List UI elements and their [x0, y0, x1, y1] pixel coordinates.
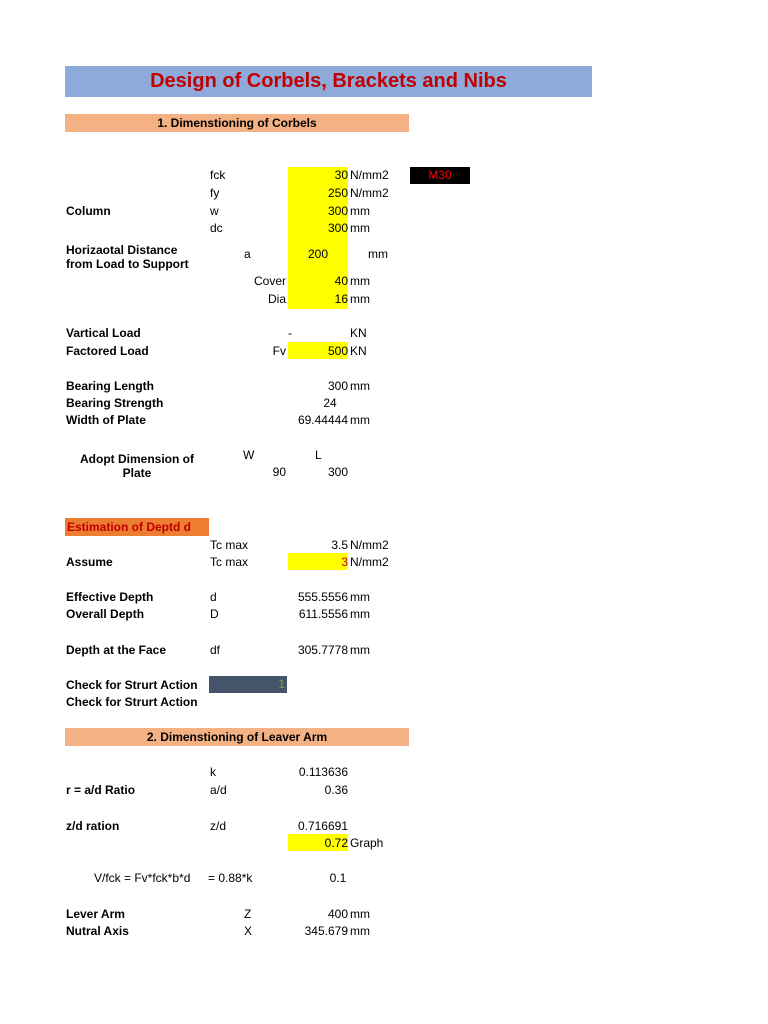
dia-value: 16 — [334, 292, 348, 306]
ratio-value: 0.36 — [324, 783, 348, 797]
plate-width-value: 69.44444 — [297, 413, 348, 427]
depth-face-label: Depth at the Face — [66, 643, 167, 657]
dc-unit: mm — [350, 221, 370, 235]
bearing-length-value: 300 — [327, 379, 348, 393]
adopt-w-value: 90 — [272, 465, 286, 479]
fck-unit: N/mm2 — [350, 168, 389, 182]
vload-value: - — [288, 326, 292, 340]
fv-unit: KN — [350, 344, 367, 358]
vfck-symbol: = 0.88*k — [208, 871, 253, 885]
ratio-symbol: a/d — [210, 783, 227, 797]
a-value: 200 — [307, 247, 329, 261]
eff-depth-symbol: d — [210, 590, 217, 604]
w-symbol: w — [210, 204, 219, 218]
vfck-value: 0.1 — [329, 871, 347, 885]
eff-depth-value: 555.5556 — [297, 590, 348, 604]
horiz-label-1: Horizaotal Distance — [66, 243, 178, 257]
column-label: Column — [66, 204, 111, 218]
vload-label: Vartical Load — [66, 326, 141, 340]
assume-label: Assume — [66, 555, 113, 569]
zd-symbol: z/d — [210, 819, 227, 833]
page-title: Design of Corbels, Brackets and Nibs — [150, 70, 507, 92]
bearing-length-label: Bearing Length — [66, 379, 155, 393]
neutral-symbol: X — [244, 924, 253, 938]
assume-symbol: Tc max — [210, 555, 249, 569]
cover-value: 40 — [334, 274, 348, 288]
estimation-header: Estimation of Deptd d — [65, 518, 209, 536]
adopt-label-2: Plate — [122, 466, 152, 480]
graph-unit: Graph — [350, 836, 384, 850]
cover-unit: mm — [350, 274, 370, 288]
plate-width-unit: mm — [350, 413, 370, 427]
plate-width-label: Width of Plate — [66, 413, 146, 427]
w-value: 300 — [327, 204, 348, 218]
bearing-strength-label: Bearing Strength — [66, 396, 164, 410]
assume-unit: N/mm2 — [350, 555, 389, 569]
fv-symbol: Fv — [272, 344, 286, 358]
grade-badge: M30 — [410, 167, 470, 184]
overall-depth-label: Overall Depth — [66, 607, 145, 621]
strut-label-2: Check for Strurt Action — [66, 695, 198, 709]
fload-label: Factored Load — [66, 344, 149, 358]
a-symbol: a — [244, 247, 251, 261]
lever-unit: mm — [350, 907, 370, 921]
depth-face-value: 305.7778 — [297, 643, 348, 657]
k-value: 0.113636 — [298, 765, 348, 779]
eff-depth-label: Effective Depth — [66, 590, 154, 604]
dia-label: Dia — [267, 292, 286, 306]
cover-label: Cover — [253, 274, 286, 288]
neutral-label: Nutral Axis — [66, 924, 129, 938]
bearing-length-unit: mm — [350, 379, 370, 393]
adopt-label-1: Adopt Dimension of — [80, 452, 194, 466]
zd-label: z/d ration — [66, 819, 120, 833]
lever-symbol: Z — [244, 907, 252, 921]
fck-symbol: fck — [210, 168, 226, 182]
section-2-header: 2. Dimenstioning of Leaver Arm — [65, 728, 409, 746]
fy-unit: N/mm2 — [350, 186, 389, 200]
fy-symbol: fy — [210, 186, 220, 200]
depth-face-symbol: df — [210, 643, 221, 657]
horiz-label-2: from Load to Support — [66, 257, 189, 271]
tcmax-symbol: Tc max — [210, 538, 249, 552]
vfck-label: V/fck = Fv*fck*b*d — [94, 871, 191, 885]
a-unit: mm — [368, 247, 388, 261]
bearing-strength-value: 24 — [323, 396, 337, 410]
zd-value: 0.716691 — [297, 819, 348, 833]
lever-value: 400 — [327, 907, 348, 921]
w-unit: mm — [350, 204, 370, 218]
vload-unit: KN — [350, 326, 367, 340]
title-bar — [65, 66, 592, 97]
dia-unit: mm — [350, 292, 370, 306]
overall-depth-value: 611.5556 — [298, 607, 348, 621]
fy-value: 250 — [327, 186, 348, 200]
fv-value: 500 — [327, 344, 348, 358]
lever-label: Lever Arm — [66, 907, 125, 921]
strut-label-1: Check for Strurt Action — [66, 678, 198, 692]
adopt-l-head: L — [315, 448, 322, 462]
ratio-label: r = a/d Ratio — [66, 783, 136, 797]
adopt-l-value: 300 — [327, 465, 348, 479]
graph-value: 0.72 — [324, 836, 348, 850]
dc-symbol: dc — [210, 221, 223, 235]
dc-value: 300 — [327, 221, 348, 235]
tcmax-value: 3.5 — [331, 538, 348, 552]
assume-value: 3 — [341, 555, 348, 569]
neutral-unit: mm — [350, 924, 370, 938]
overall-depth-unit: mm — [350, 607, 370, 621]
tcmax-unit: N/mm2 — [350, 538, 389, 552]
overall-depth-symbol: D — [210, 607, 219, 621]
k-symbol: k — [210, 765, 216, 779]
section-1-header: 1. Dimenstioning of Corbels — [65, 114, 409, 132]
neutral-value: 345.679 — [304, 924, 348, 938]
eff-depth-unit: mm — [350, 590, 370, 604]
strut-check-value[interactable]: 1 — [209, 676, 287, 693]
depth-face-unit: mm — [350, 643, 370, 657]
adopt-w-head: W — [243, 448, 255, 462]
fck-value: 30 — [334, 168, 348, 182]
